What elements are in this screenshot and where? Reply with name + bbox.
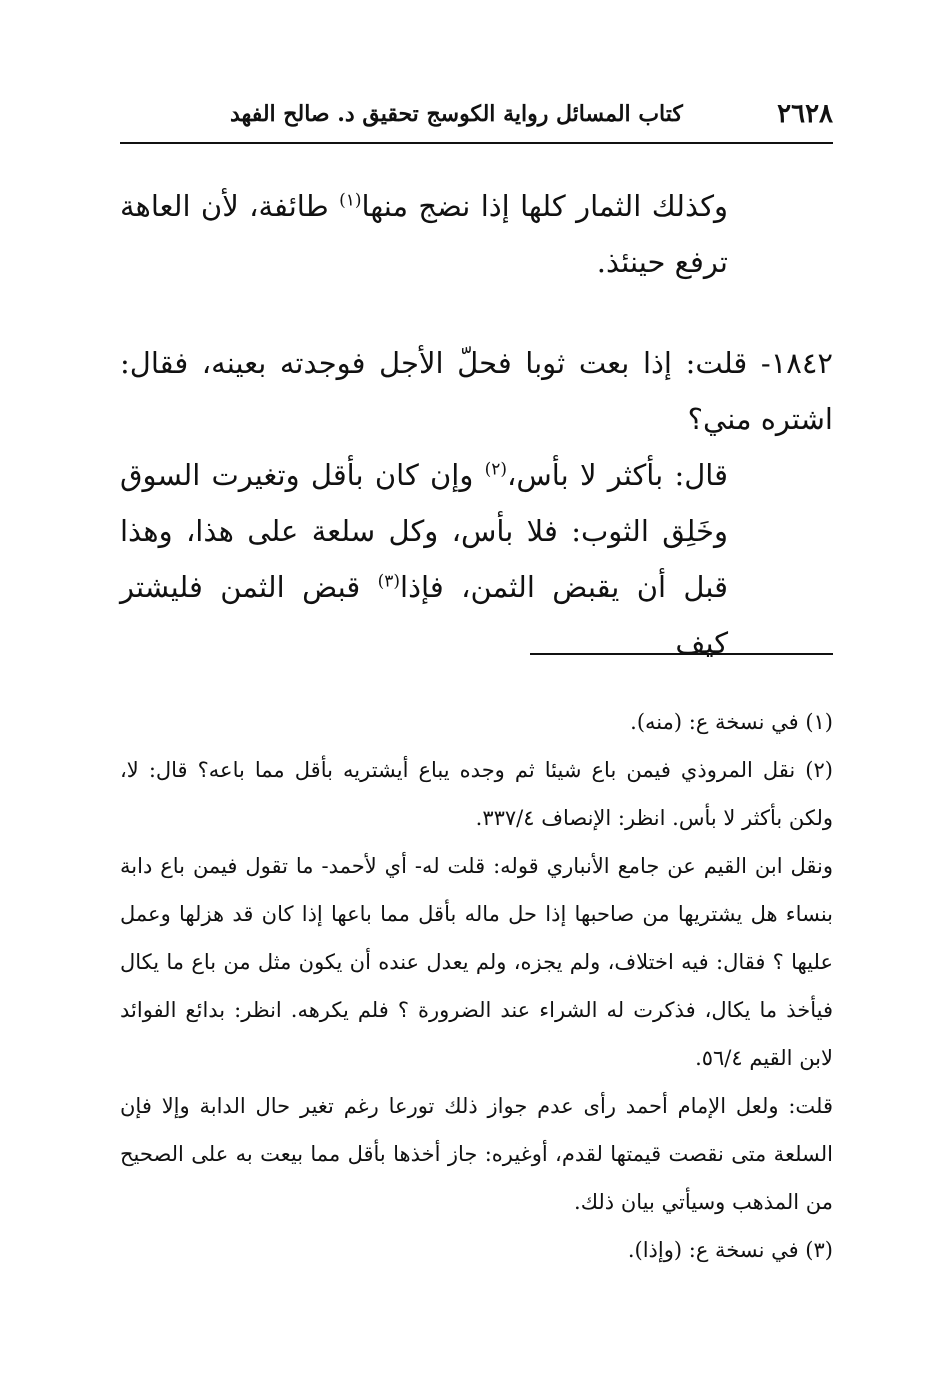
header-rule (120, 142, 833, 144)
running-title: كتاب المسائل رواية الكوسج تحقيق د. صالح الفهد (230, 101, 683, 127)
footnote-2-paragraph: قلت: ولعل الإمام أحمد رأى عدم جواز ذلك تورعا رغم تغير حال الدابة وإلا فإن السلعة متى نقصت قيمتها لقدم، أوغيره: جاز أخذها بأقل مما بيعت به على الصحيح من المذهب وسيأتي بيان ذلك. (120, 1094, 833, 1214)
entry-answer (120, 447, 833, 671)
question-text: قلت: إذا بعت ثوبا فحلّ الأجل فوجدته بعينه، فقال: اشتره مني؟ (120, 346, 833, 436)
footnotes (120, 698, 833, 1274)
entry-1842 (120, 335, 833, 671)
footnote-ref-2: (٢) (484, 459, 508, 480)
paragraph-text: وكذلك الثمار كلها إذا نضج منها (361, 189, 729, 223)
answer-text: قال: بأكثر لا بأس، (507, 458, 728, 492)
footnote-ref-3: (٣) (377, 571, 401, 592)
footnote-2-paragraph: ونقل ابن القيم عن جامع الأنباري قوله: قلت له- أي لأحمد- ما تقول فيمن باع دابة بنساء هل يشتريها من صاحبها إذا حل ماله بأقل مما باعها إذا كان قد هزلها وعمل عليها ؟ فقال: فيه اختلاف، ولم يجزه، ولم يعدل عنده أن يكون مثل من باع ما يكال فيأخذ ما يكال، فذكرت له الشراء عند الضرورة ؟ فلم يكرهه. انظر: بدائع الفوائد لابن القيم ٥٦/٤. (120, 854, 833, 1070)
entry-question (120, 335, 833, 447)
paragraph-text: طائفة، لأن العاهة ترفع حينئذ. (120, 189, 728, 279)
entry-number: ١٨٤٢- (760, 346, 833, 380)
footnote-2: (٢) نقل المروذي فيمن باع شيئا ثم وجده يباع أيشتريه بأقل مما باعه؟ قال: لا، ولكن بأكثر لا بأس. انظر: الإنصاف ٣٣٧/٤. (120, 758, 833, 830)
footnotes-rule (530, 653, 833, 655)
answer-text: وإن كان بأقل وتغيرت السوق وخَلِق الثوب: فلا بأس، وكل سلعة على هذا، وهذا قبل أن يقبض الثمن، فإذا (120, 458, 729, 604)
page-number: ٢٦٢٨ (777, 99, 833, 129)
footnote-ref-1: (١) (339, 190, 362, 211)
running-header (120, 94, 833, 134)
opening-paragraph (120, 178, 833, 290)
footnote-1: (١) في نسخة ع: (منه). (630, 710, 833, 734)
footnote-3: (٣) في نسخة ع: (وإذا). (627, 1238, 833, 1262)
answer-text: قبض الثمن فليشتر كيف (120, 570, 728, 660)
